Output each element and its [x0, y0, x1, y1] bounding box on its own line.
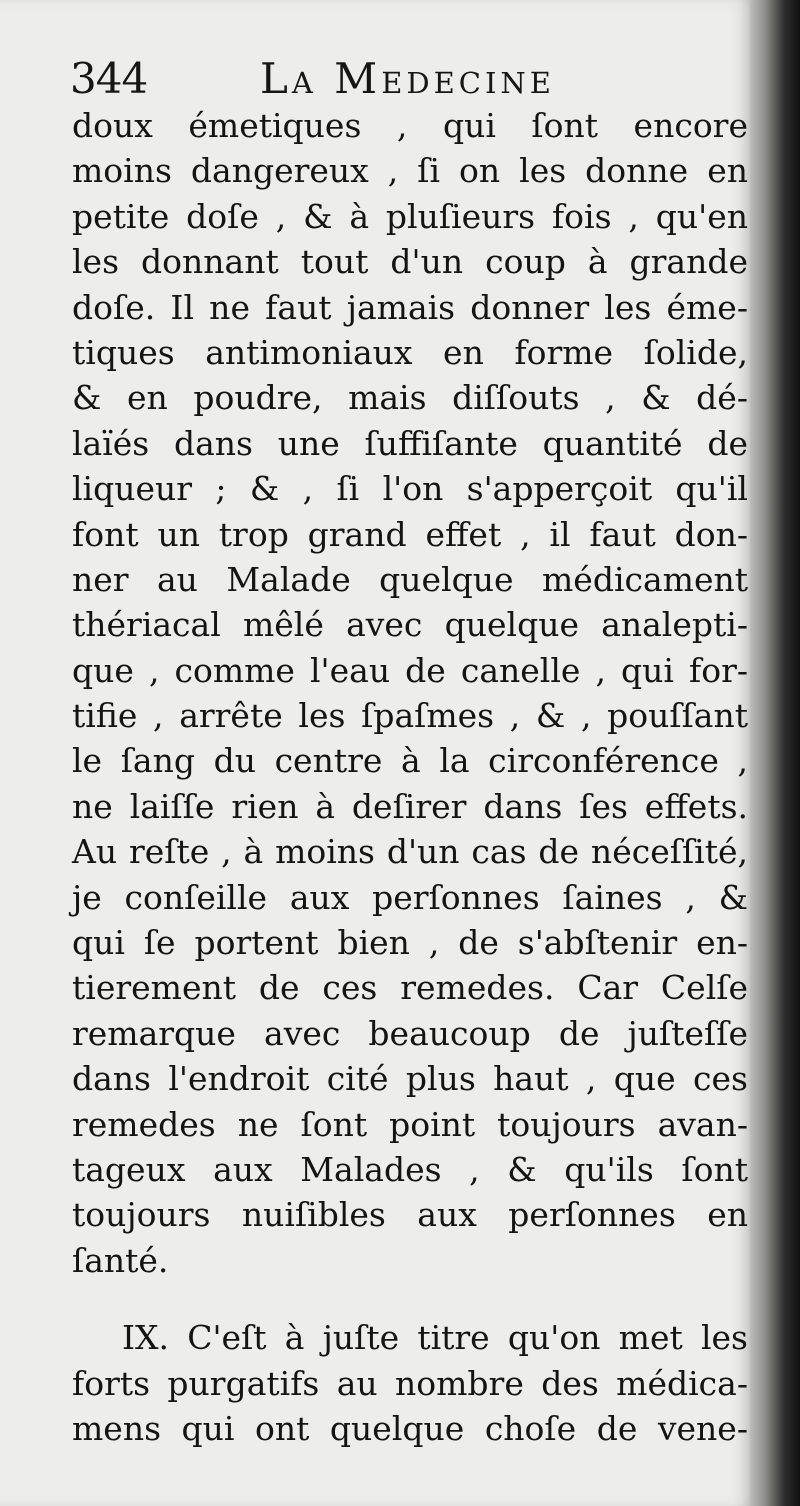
- text-line: font un trop grand effet , il faut don-: [72, 514, 748, 554]
- text-line: ſanté.: [72, 1240, 169, 1280]
- text-line: ner au Malade quelque médicament: [72, 559, 748, 599]
- text-line: remarque avec beaucoup de juſteſſe: [72, 1013, 748, 1053]
- text-line: tageux aux Malades , & qu'ils ſont: [72, 1149, 748, 1189]
- text-line: liqueur ; & , ſi l'on s'apperçoit qu'il: [72, 469, 748, 509]
- text-line: tifie , arrête les ſpaſmes , & , pouſſant: [72, 696, 748, 736]
- running-head: La Medecine: [260, 54, 555, 103]
- text-line: je conſeille aux perſonnes ſaines , &: [72, 877, 748, 917]
- paragraph-spacer: [72, 1283, 748, 1315]
- text-line: doux émetiques , qui ſont encore: [72, 106, 748, 145]
- text-line: & en poudre, mais diſſouts , & dé-: [72, 378, 748, 418]
- text-line: tiques antimoniaux en forme ſolide,: [72, 332, 748, 372]
- text-line: laïés dans une ſuffiſante quantité de: [72, 423, 748, 463]
- text-line: Au reſte , à moins d'un cas de néceſſité,: [72, 832, 748, 872]
- text-line: le ſang du centre à la circonférence ,: [72, 741, 748, 781]
- text-line: toujours nuiſibles aux perſonnes en: [72, 1195, 748, 1235]
- text-line: tierement de ces remedes. Car Celſe: [72, 968, 748, 1008]
- text-line: moins dangereux , ſi on les donne en: [72, 151, 748, 191]
- body-text: [72, 103, 748, 1451]
- text-line: forts purgatifs au nombre des médica-: [72, 1363, 748, 1403]
- text-line: dans l'endroit cité plus haut , que ces: [72, 1059, 748, 1099]
- text-line: qui ſe portent bien , de s'abſtenir en-: [72, 923, 748, 963]
- page-number: 344: [70, 54, 148, 103]
- page-header: [70, 50, 730, 108]
- text-line: thériacal mêlé avec quelque analepti-: [72, 605, 748, 645]
- text-line: doſe. Il ne faut jamais donner les éme-: [72, 287, 748, 327]
- text-line: ne laiſſe rien à deſirer dans ſes effets.: [72, 786, 748, 826]
- book-spine-shadow: [750, 0, 800, 1506]
- paragraph: [72, 103, 748, 1283]
- text-line: que , comme l'eau de canelle , qui for-: [72, 650, 748, 690]
- text-line: mens qui ont quelque choſe de vene-: [72, 1408, 748, 1448]
- text-line: les donnant tout d'un coup à grande: [72, 242, 748, 282]
- text-line: remedes ne ſont point toujours avan-: [72, 1104, 748, 1144]
- text-line: petite doſe , & à pluſieurs fois , qu'en: [72, 196, 748, 236]
- paragraph: [72, 1315, 748, 1451]
- text-line: IX. C'eſt à juſte titre qu'on met les: [122, 1318, 748, 1358]
